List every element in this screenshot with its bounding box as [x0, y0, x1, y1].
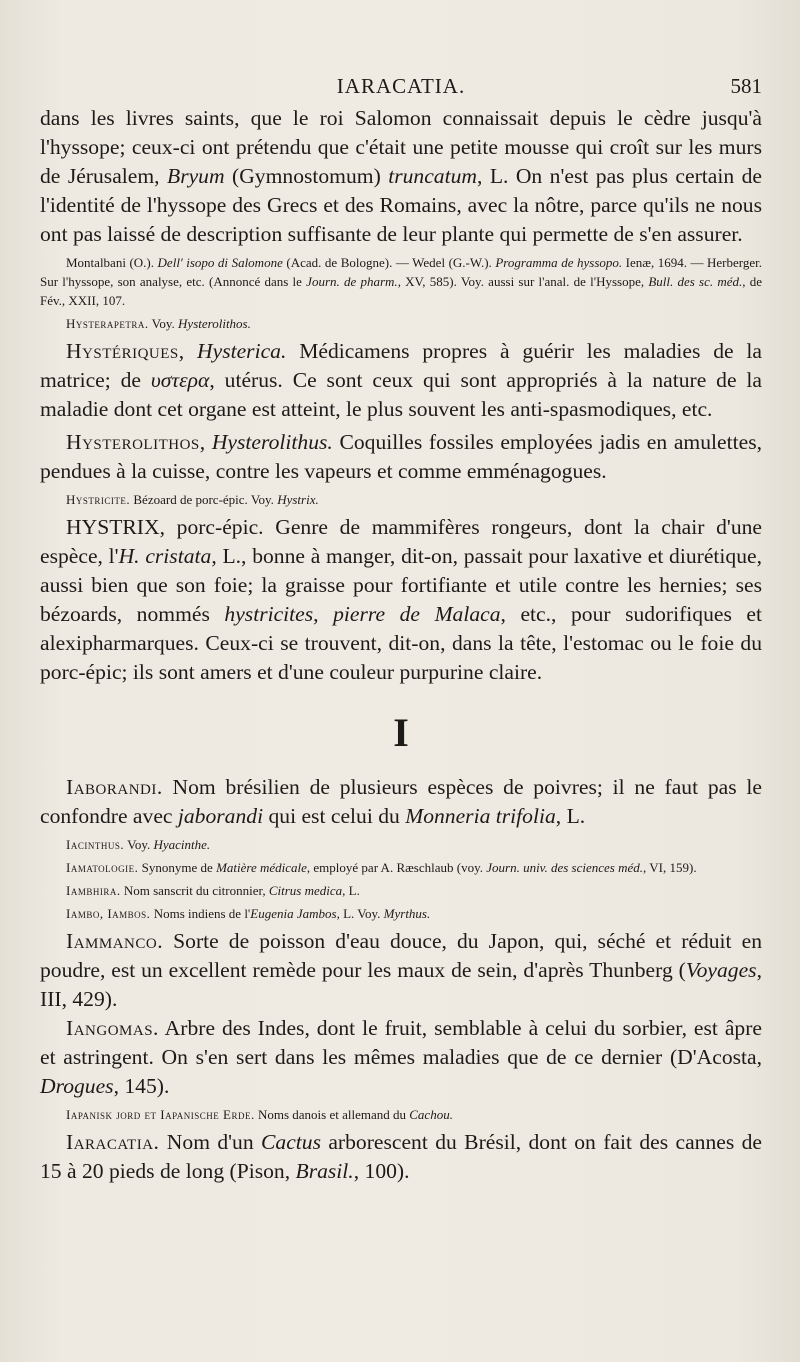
italic-term: truncatum: [388, 164, 477, 188]
italic-term: jaborandi: [177, 804, 264, 828]
entry-iacinthus: [40, 835, 762, 854]
italic-term: Journ. univ. des sciences méd.: [486, 860, 644, 875]
entry-iammanco: [40, 927, 762, 1014]
cross-reference: Myrthus.: [383, 906, 431, 921]
text: ,: [313, 602, 334, 626]
text: , 145).: [113, 1074, 170, 1098]
text: Sorte de poisson d'eau douce, du Japon, qui, séché et réduit en poudre, est un excellent remède pour les maux de sein, d'après Thunberg (: [40, 929, 762, 982]
italic-term: Citrus medica: [268, 883, 343, 898]
text: , porc-épic. Genre de mammifères rongeurs, dont la chair d'une espèce, l': [40, 515, 762, 568]
entry-headword: Iambo, Iambos.: [66, 906, 151, 921]
text: Coquilles fossiles employées jadis en amulettes, pendues à la cuisse, contre les vapeurs et comme emménagogues.: [40, 430, 762, 483]
entry-iamatologie: [40, 858, 762, 877]
entry-headword: Iambhira.: [66, 883, 121, 898]
italic-term: H. cristata: [118, 544, 212, 568]
italic-term: Voyages: [685, 958, 757, 982]
entry-hystrix: [40, 513, 762, 687]
text: dans les livres saints, que le roi Salomon connaissait depuis le cèdre jusqu'à l'hyssope; ceux-ci ont prétendu que c'était une petite mousse qui croît sur les murs de Jérusalem,: [40, 106, 762, 188]
text: , XV, 585). Voy. aussi sur l'anal. de l'Hyssope,: [397, 274, 649, 289]
entry-iangomas: [40, 1014, 762, 1101]
entry-headword: Iamatologie.: [66, 860, 139, 875]
text: , employé par A. Ræschlaub (voy.: [306, 860, 487, 875]
entry-headword: HYSTRIX: [66, 515, 160, 539]
entry-headword: Hystricite.: [66, 492, 131, 507]
text: Médicamens propres à guérir les maladies de la matrice; de: [40, 339, 763, 392]
cross-reference: Hystrix.: [277, 492, 319, 507]
text: Arbre des Indes, dont le fruit, semblable à celui du sorbier, est âpre et astringent. On s'en sert dans les mêmes maladies que de ce dernier (D'Acosta,: [40, 1016, 762, 1069]
text: Synonyme de: [138, 860, 217, 875]
text: Noms danois et allemand du: [254, 1107, 410, 1122]
entry-iambhira: [40, 881, 762, 900]
entry-iaracatia: [40, 1128, 762, 1186]
text: Bézoard de porc-épic. Voy.: [130, 492, 278, 507]
running-title: IARACATIA.: [336, 74, 466, 98]
italic-term: hystricites: [224, 602, 314, 626]
text: , L. On n'est pas plus certain de l'identité de l'hyssope des Grecs et des Romains, avec la nôtre, parce qu'ils ne nous ont pas laissé de description suffisante de leur plante qui permette de s'en assurer.: [40, 164, 762, 246]
italic-term: Journ. de pharm.: [306, 274, 398, 289]
text: , de Fév., XXII, 107.: [40, 274, 763, 308]
text: , L., bonne à manger, dit-on, passait pour laxative et diurétique, aussi bien que son foie; la graisse pour fortifiante et utile contre les hernies; ses bézoards, nommés: [40, 544, 763, 626]
italic-term: Bull. des sc. méd.: [648, 274, 743, 289]
section-letter: I: [393, 710, 409, 755]
text: Nom d'un: [159, 1130, 261, 1154]
italic-term: Monneria trifolia: [405, 804, 556, 828]
text: ,: [199, 430, 212, 454]
text: Voy.: [148, 316, 179, 331]
text: (Acad. de Bologne). — Wedel (G.-W.).: [282, 255, 496, 270]
cross-reference: Hyacinthe.: [153, 837, 211, 852]
text: Voy.: [124, 837, 154, 852]
entry-hysteriques: [40, 337, 762, 424]
text: Nom sanscrit du citronnier,: [120, 883, 269, 898]
italic-term: Brasil.: [295, 1159, 354, 1183]
text: Ienæ, 1694. — Herberger. Sur l'hyssope, son analyse, etc. (Annoncé dans le: [40, 255, 763, 289]
entry-hyssope-continuation: [40, 104, 762, 249]
text: , 100).: [353, 1159, 410, 1183]
entry-hysterapetra: [40, 314, 762, 333]
running-head: [40, 74, 762, 104]
italic-term: Cactus: [261, 1130, 321, 1154]
text: , VI, 159).: [643, 860, 697, 875]
text: Noms indiens de l': [150, 906, 251, 921]
entry-headword: Iaracatia.: [66, 1130, 160, 1154]
text: , etc., pour sudorifiques et alexipharmarques. Ceux-ci se trouvent, dit-on, dans la tête, l'estomac ou le foie du porc-épic; ils sont amers et d'une couleur purpurine claire.: [40, 602, 762, 684]
italic-term: Hysterolithus.: [211, 430, 333, 454]
text: arborescent du Brésil, dont on fait des cannes de 15 à 20 pieds de long (Pison,: [40, 1130, 762, 1183]
entry-headword: Hystériques: [66, 339, 179, 363]
text: Montalbani (O.).: [66, 255, 158, 270]
text: , L. Voy.: [336, 906, 384, 921]
entry-hysterolithos: [40, 428, 762, 486]
text: Nom brésilien de plusieurs espèces de poivres; il ne faut pas le confondre avec: [40, 775, 762, 828]
italic-term: Matière médicale: [216, 860, 307, 875]
entry-headword: Iacinthus.: [66, 837, 125, 852]
hyssope-references: [40, 253, 762, 310]
text: , L.: [555, 804, 586, 828]
entry-headword: Hysterolithos: [66, 430, 200, 454]
italic-term: Dell' isopo di Salomone: [157, 255, 283, 270]
entry-headword: Iaborandi.: [66, 775, 163, 799]
italic-term: Programma de hyssopo.: [495, 255, 623, 270]
entry-headword: Iapanisk jord et Iapanische Erde.: [66, 1107, 255, 1122]
cross-reference: Hysterolithos.: [178, 316, 251, 331]
italic-term: Bryum: [167, 164, 225, 188]
entry-headword: Iangomas.: [66, 1016, 159, 1040]
italic-term: Drogues: [40, 1074, 114, 1098]
entry-iapanisk: [40, 1105, 762, 1124]
text: ,: [178, 339, 198, 363]
entry-iaborandi: [40, 773, 762, 831]
entry-iambo: [40, 904, 762, 923]
italic-term: Hysterica.: [197, 339, 287, 363]
text: , L.: [342, 883, 360, 898]
page-number: 581: [730, 74, 762, 98]
italic-term: pierre de Malaca: [333, 602, 501, 626]
cross-reference: Cachou.: [409, 1107, 453, 1122]
entry-hystricite: [40, 490, 762, 509]
text: , utérus. Ce sont ceux qui sont appropriés à la nature de la maladie dont cet organe est atteint, le plus souvent les anti-spasmodiques, etc.: [40, 368, 762, 421]
text: qui est celui du: [263, 804, 406, 828]
italic-term: Eugenia Jambos: [250, 906, 337, 921]
text: , III, 429).: [40, 958, 762, 1011]
text: (Gymnostomum): [224, 164, 389, 188]
greek-term: υστερα: [150, 368, 210, 392]
entry-headword: Hysterapetra.: [66, 316, 149, 331]
entry-headword: Iammanco.: [66, 929, 164, 953]
